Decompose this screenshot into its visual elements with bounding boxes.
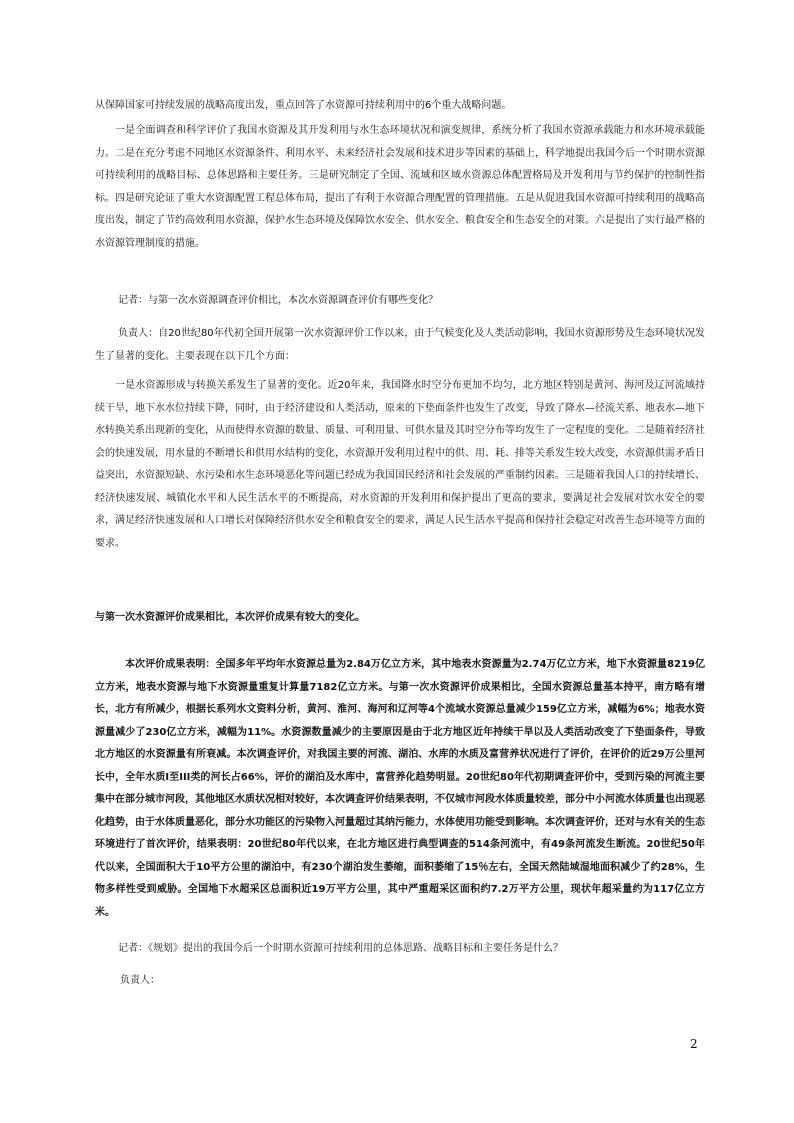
paragraph-question-changes: 记者：与第一次水资源调查评价相比，本次水资源调查评价有哪些变化？: [118, 295, 438, 306]
paragraph-answer-start: 负责人：: [120, 975, 160, 986]
paragraph-three-changes: 一是水资源形成与转换关系发生了显著的变化。近20年来，我国降水时空分布更加不均匀，北方地区特别是黄河、海河及辽河流域持续干旱，地下水水位持续下降，同时，由于经济建设和人类活动，原来的下垫面条件也发生了改变，导致了降水—径流关系、地表水—地下水转换关系出现新的变化，从而使得水资源的数量、质量、可利用量、可供水量及其时空分布等均发生了一定程度的变化。二是随着经济社会的快速发展，用水量的不断增长和供用水结构的变化，水资源开发利用过程中的供、用、耗、排等关系发生较大改变，水资源供需矛盾日益突出，水资源短缺、水污染和水生态环境恶化等问题已经成为我国国民经济和社会发展的严重制约因素。三是随着我国人口的持续增长、经济快速发展、城镇化水平和人民生活水平的不断提高，对水资源的开发利用和保护提出了更高的要求，要满足社会发展对饮水安全的要求，满足经济快速发展和人口增长对保障经济供水安全和粮食安全的要求，满足人民生活水平提高和保持社会稳定对改善生态环境等方面的要求。: [95, 380, 705, 549]
paragraph-intro: 从保障国家可持续发展的战略高度出发，重点回答了水资源可持续利用中的6个重大战略问题。: [95, 100, 512, 111]
paragraph-six-issues: 一是全面调查和科学评价了我国水资源及其开发利用与水生态环境状况和演变规律，系统分析了我国水资源承载能力和水环境承载能力。二是在充分考虑不同地区水资源条件、利用水平、未来经济社会发展和技术进步等因素的基础上，科学地提出我国今后一个时期水资源可持续利用的战略目标、总体思路和主要任务。三是研究制定了全国、流域和区域水资源总体配置格局及开发利用与节约保护的控制性指标。四是研究论证了重大水资源配置工程总体布局，提出了有利于水资源合理配置的管理措施。五是从促进我国水资源可持续利用的战略高度出发，制定了节约高效利用水资源，保护水生态环境及保障饮水安全、供水安全、粮食安全和生态安全的对策。六是提出了实行最严格的水资源管理制度的措施。: [95, 125, 705, 249]
paragraph-question-plan: 记者：《规划》提出的我国今后一个时期水资源可持续利用的总体思路、战略目标和主要任务是什么？: [118, 943, 563, 954]
paragraph-evaluation-results: 本次评价成果表明：全国多年平均年水资源总量为2.84万亿立方米，其中地表水资源量为2.74万亿立方米，地下水资源量8219亿立方米，地表水资源与地下水资源量重复计算量7182亿立方米。与第一次水资源评价成果相比，全国水资源总量基本持平，南方略有增长，北方有所减少，根据长系列水文资料分析，黄河、淮河、海河和辽河等4个流域水资源总量减少159亿立方米，减幅为6%；地表水资源量减少了230亿立方米，减幅为11%。水资源数量减少的主要原因是由于北方地区近年持续干旱以及人类活动改变了下垫面条件，导致北方地区的水资源量有所衰减。本次调查评价，对我国主要的河流、湖泊、水库的水质及富营养状况进行了评价，在评价的近29万公里河长中，全年水质I至III类的河长占66%，评价的湖泊及水库中，富营养化趋势明显。20世纪80年代初期调查评价中，受到污染的河流主要集中在部分城市河段，其他地区水质状况相对较好，本次调查评价结果表明，不仅城市河段水体质量较差，部分中小河流水体质量也出现恶化趋势，由于水体质量恶化，部分水功能区的污染物入河量超过其纳污能力，水体使用功能受到影响。本次调查评价，还对与水有关的生态环境进行了首次评价，结果表明：20世纪80年代以来，在北方地区进行典型调查的514条河流中，有49条河流发生断流。20世纪50年代以来，全国面积大于10平方公里的湖泊中，有230个湖泊发生萎缩，面积萎缩了15％左右，全国天然陆域湿地面积减少了约28%，生物多样性受到威胁。全国地下水超采区总面积近19万平方公里，其中严重超采区面积约7.2万平方公里，现状年超采量约为117亿立方米。: [95, 659, 705, 918]
page-number: 2: [690, 1037, 698, 1051]
paragraph-answer-changes: 负责人：自20世纪80年代初全国开展第一次水资源评价工作以来，由于气候变化及人类活动影响，我国水资源形势及生态环境状况发生了显著的变化。主要表现在以下几个方面：: [95, 328, 705, 362]
paragraph-result-comparison: 与第一次水资源评价成果相比，本次评价成果有较大的变化。: [95, 612, 365, 623]
